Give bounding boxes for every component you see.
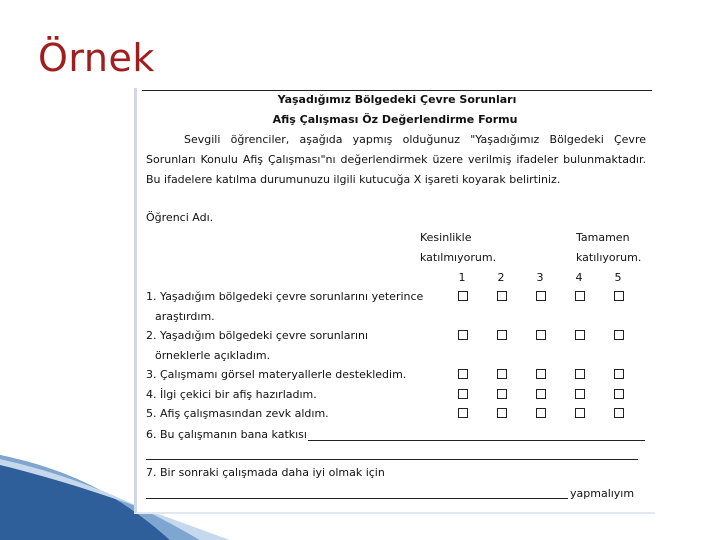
checkbox-item-2-3[interactable] [536, 330, 546, 340]
checkbox-item-4-4[interactable] [575, 389, 585, 399]
checkbox-item-5-3[interactable] [536, 408, 546, 418]
scale-number: 4 [575, 271, 583, 284]
item-1-text: 1. Yaşadığım bölgedeki çevre sorunlarını yeterince [146, 290, 424, 303]
answer-line-6b[interactable] [146, 459, 638, 460]
scale-number: 1 [458, 271, 466, 284]
slide-title: Örnek [38, 36, 155, 80]
checkbox-item-2-5[interactable] [614, 330, 624, 340]
item-3-text: 3. Çalışmamı görsel materyallerle destekledim. [146, 368, 407, 381]
student-name-label: Öğrenci Adı. [146, 211, 214, 224]
form-top-rule [142, 90, 652, 91]
checkbox-item-3-3[interactable] [536, 369, 546, 379]
scale-number: 5 [614, 271, 622, 284]
checkbox-item-4-3[interactable] [536, 389, 546, 399]
item-4-text: 4. İlgi çekici bir afiş hazırladım. [146, 388, 317, 401]
checkbox-item-3-1[interactable] [458, 369, 468, 379]
scale-number: 2 [497, 271, 505, 284]
checkbox-item-5-5[interactable] [614, 408, 624, 418]
form-title: Yaşadığımız Bölgedeki Çevre Sorunları [277, 93, 517, 106]
scale-left-label-2: katılmıyorum. [420, 251, 497, 264]
checkbox-item-4-5[interactable] [614, 389, 624, 399]
checkbox-item-2-1[interactable] [458, 330, 468, 340]
checkbox-item-3-4[interactable] [575, 369, 585, 379]
checkbox-item-4-2[interactable] [497, 389, 507, 399]
checkbox-item-3-5[interactable] [614, 369, 624, 379]
checkbox-item-5-1[interactable] [458, 408, 468, 418]
question-7-end: yapmalıyım [570, 487, 635, 500]
checkbox-item-5-2[interactable] [497, 408, 507, 418]
item-2-text: 2. Yaşadığım bölgedeki çevre sorunlarını [146, 329, 369, 342]
checkbox-item-1-4[interactable] [575, 291, 585, 301]
scale-left-label: Kesinlikle [420, 231, 472, 244]
checkbox-item-1-3[interactable] [536, 291, 546, 301]
scale-right-label: Tamamen [576, 231, 630, 244]
form-subtitle: Afiş Çalışması Öz Değerlendirme Formu [272, 113, 518, 126]
checkbox-item-1-5[interactable] [614, 291, 624, 301]
checkbox-item-3-2[interactable] [497, 369, 507, 379]
item-1-text-cont: araştırdım. [155, 310, 215, 323]
checkbox-item-1-1[interactable] [458, 291, 468, 301]
question-6-text: 6. Bu çalışmanın bana katkısı [146, 428, 307, 441]
checkbox-item-2-2[interactable] [497, 330, 507, 340]
scale-right-label-2: katılıyorum. [576, 251, 642, 264]
answer-line-6a[interactable] [308, 440, 645, 441]
question-7-text: 7. Bir sonraki çalışmada daha iyi olmak için [146, 466, 385, 479]
item-5-text: 5. Afiş çalışmasından zevk aldım. [146, 407, 329, 420]
item-2-text-cont: örneklerle açıkladım. [155, 349, 271, 362]
scale-number: 3 [536, 271, 544, 284]
checkbox-item-4-1[interactable] [458, 389, 468, 399]
form-intro: Sevgili öğrenciler, aşağıda yapmış olduğunuz "Yaşadığımız Bölgedeki Çevre Sorunları Konulu Afiş Çalışması"nı değerlendirmek üzere verilmiş ifadeler bulunmaktadır. Bu ifadelere katılma durumunuzu ilgili kutucuğa X işareti koyarak belirtiniz. [146, 133, 646, 186]
checkbox-item-5-4[interactable] [575, 408, 585, 418]
answer-line-7[interactable] [146, 498, 568, 499]
checkbox-item-2-4[interactable] [575, 330, 585, 340]
checkbox-item-1-2[interactable] [497, 291, 507, 301]
